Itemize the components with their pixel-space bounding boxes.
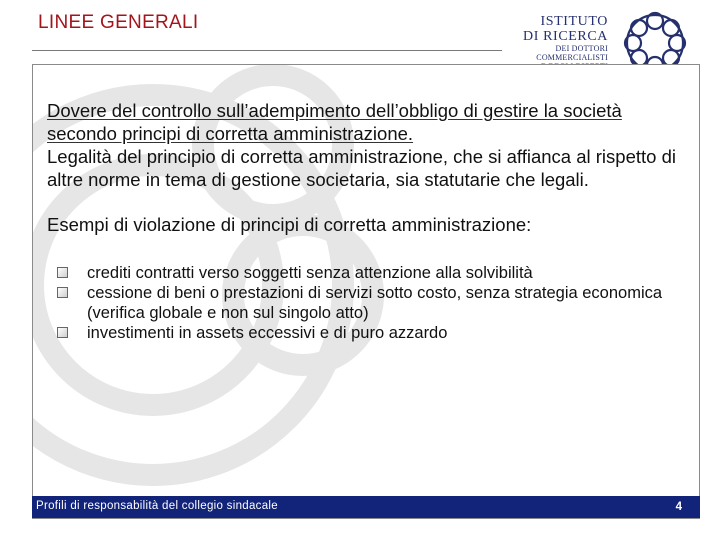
list-item-text: cessione di beni o prestazioni di servizi sotto costo, senza strategia economica (verifica globale e non sul singolo atto) <box>87 284 663 322</box>
list-item <box>47 283 687 323</box>
paragraph-legality: Legalità del principio di corretta amministrazione, che si affianca al rispetto di altre norme in tema di gestione societaria, sia statutarie che legali. <box>47 146 676 190</box>
list-item <box>47 263 687 283</box>
logo-line-1: ISTITUTO <box>540 14 608 29</box>
list-item-text: investimenti in assets eccessivi e di puro azzardo <box>87 324 448 342</box>
page-number: 4 <box>675 501 682 513</box>
square-bullet-icon <box>57 287 68 298</box>
institute-logo <box>500 8 700 70</box>
list-item <box>47 323 687 343</box>
square-bullet-icon <box>57 327 68 338</box>
footer-text: Profili di responsabilità del collegio sindacale <box>36 500 278 512</box>
logo-line-3: DEI DOTTORI COMMERCIALISTI <box>536 44 608 62</box>
list-item-text: crediti contratti verso soggetti senza attenzione alla solvibilità <box>87 264 533 282</box>
paragraph-duty: Dovere del controllo sull’adempimento dell’obbligo di gestire la società secondo principi di corretta amministrazione. <box>47 100 622 144</box>
title-divider <box>32 50 502 51</box>
logo-line-2: DI RICERCA <box>523 29 608 44</box>
violation-examples-list <box>47 263 687 343</box>
square-bullet-icon <box>57 267 68 278</box>
examples-heading: Esempi di violazione di principi di corretta amministrazione: <box>47 214 532 235</box>
slide-body <box>47 99 687 343</box>
content-frame <box>32 64 700 519</box>
footer-bar <box>32 496 700 518</box>
slide-title: LINEE GENERALI <box>38 12 199 33</box>
